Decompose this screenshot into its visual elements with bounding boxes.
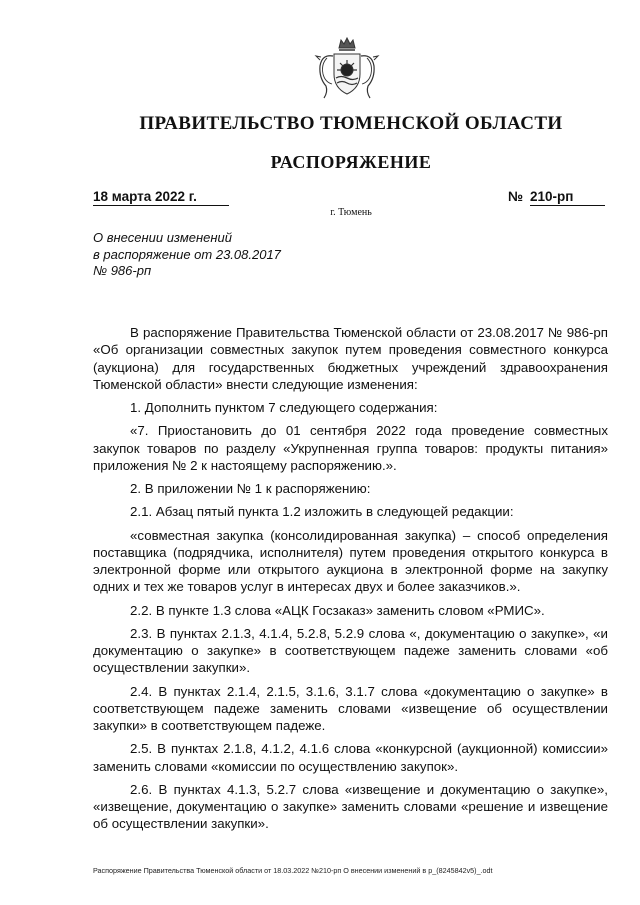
body-paragraph: «совместная закупка (консолидированная закупка) – способ определения поставщика (подрядчика, исполнителя) путем проведения открытого конкурса в электронной форме или открытого аукциона в электронной форме на закупку одних и тех же товаров услуг в интересах двух и более заказчиков.».: [93, 527, 608, 595]
body-paragraph: В распоряжение Правительства Тюменской области от 23.08.2017 № 986-рп «Об организации совместных закупок путем проведения совместного конкурса (аукциона) для государственных бюджетных учреждений здравоохранения Тюменской области» внести следующие изменения:: [93, 325, 608, 392]
body-paragraph: 2.3. В пунктах 2.1.3, 4.1.4, 5.2.8, 5.2.9 слова «, документацию о закупке», «и документацию о закупке» в соответствующем падеже заменить словами «об осуществлении закупки».: [93, 625, 608, 676]
document-number: 210-рп: [530, 189, 605, 206]
government-title: ПРАВИТЕЛЬСТВО ТЮМЕНСКОЙ ОБЛАСТИ: [139, 113, 563, 134]
body-paragraph: 2.4. В пунктах 2.1.4, 2.1.5, 3.1.6, 3.1.7 слова «документацию о закупке» в соответствующем падеже заменить словами «извещение об осуществлении закупки» в соответствующем падеже.: [93, 683, 608, 733]
document-type-title: РАСПОРЯЖЕНИЕ: [270, 152, 432, 172]
number-label: №: [508, 189, 524, 204]
page-footer: Распоряжение Правительства Тюменской области от 18.03.2022 №210-рп О внесении изменений в р_(8245842v5)_.odt: [93, 866, 493, 875]
city: г. Тюмень: [330, 207, 372, 218]
body-paragraph: 1. Дополнить пунктом 7 следующего содержания:: [130, 400, 438, 415]
body-paragraph: 2.2. В пункте 1.3 слова «АЦК Госзаказ» заменить словом «РМИС».: [130, 602, 545, 618]
body-paragraph: 2. В приложении № 1 к распоряжению:: [130, 481, 371, 496]
document-subject: [93, 230, 281, 280]
coat-of-arms-emblem: [312, 34, 382, 104]
subject-line: О внесении изменений: [93, 230, 232, 245]
body-paragraph: 2.1. Абзац пятый пункта 1.2 изложить в следующей редакции:: [130, 504, 514, 520]
document-date: 18 марта 2022 г.: [93, 189, 229, 206]
body-paragraph: 2.6. В пунктах 4.1.3, 5.2.7 слова «извещение и документацию о закупке», «извещение, документацию о закупке» заменить словами «решение и извещение об осуществлении закупки».: [93, 781, 608, 832]
body-paragraph: 2.5. В пунктах 2.1.8, 4.1.2, 4.1.6 слова «конкурсной (аукционной) комиссии» заменить словами «комиссии по осуществлению закупок».: [93, 741, 608, 774]
subject-line: в распоряжение от 23.08.2017: [93, 246, 281, 262]
subject-line: № 986-рп: [93, 263, 152, 278]
body-paragraph: «7. Приостановить до 01 сентября 2022 года проведение совместных закупок товаров по разделу «Укрупненная группа товаров: продукты питания» приложения № 2 к настоящему распоряжению.».: [93, 423, 608, 473]
document-body: [93, 324, 608, 839]
